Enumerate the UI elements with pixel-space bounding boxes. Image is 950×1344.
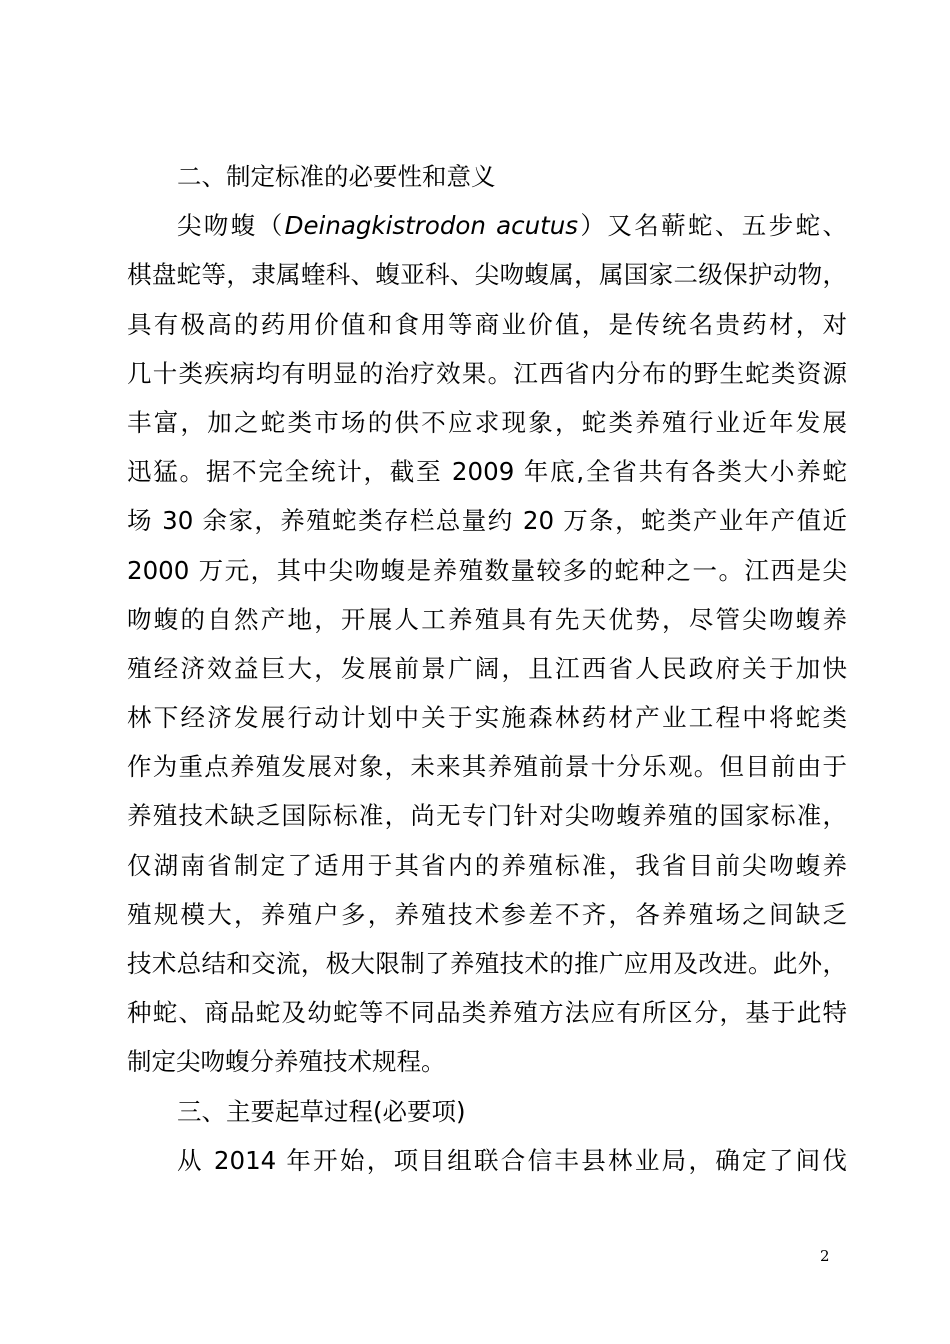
paragraph-line: 殖规模大，养殖户多，养殖技术参差不齐，各养殖场之间缺乏 bbox=[127, 899, 847, 929]
section-heading-drafting: 三、主要起草过程(必要项) bbox=[177, 1096, 466, 1126]
paragraph-line: 种蛇、商品蛇及幼蛇等不同品类养殖方法应有所区分，基于此特 bbox=[127, 998, 847, 1028]
paragraph-line: 仅湖南省制定了适用于其省内的养殖标准，我省目前尖吻蝮养 bbox=[127, 850, 847, 880]
paragraph-line: 场 30 余家，养殖蛇类存栏总量约 20 万条，蛇类产业年产值近 bbox=[127, 506, 847, 536]
paragraph-line: 棋盘蛇等，隶属蝰科、蝮亚科、尖吻蝮属，属国家二级保护动物， bbox=[127, 260, 847, 290]
paragraph-line: 作为重点养殖发展对象，未来其养殖前景十分乐观。但目前由于 bbox=[127, 752, 847, 782]
paragraph-line: 几十类疾病均有明显的治疗效果。江西省内分布的野生蛇类资源 bbox=[127, 358, 847, 388]
species-name: Deinagkistrodon acutus bbox=[284, 211, 579, 241]
text-run: 尖吻蝮（ bbox=[177, 211, 285, 241]
paragraph-line: 林下经济发展行动计划中关于实施森林药材产业工程中将蛇类 bbox=[127, 703, 847, 733]
paragraph-line: 从 2014 年开始，项目组联合信丰县林业局，确定了间伐 bbox=[177, 1145, 847, 1175]
paragraph-line bbox=[127, 201, 847, 250]
paragraph-line: 吻蝮的自然产地，开展人工养殖具有先天优势，尽管尖吻蝮养 bbox=[127, 604, 847, 634]
document-body bbox=[127, 152, 847, 1185]
paragraph-line: 丰富，加之蛇类市场的供不应求现象，蛇类养殖行业近年发展 bbox=[127, 407, 847, 437]
paragraph-line: 具有极高的药用价值和食用等商业价值，是传统名贵药材，对 bbox=[127, 309, 847, 339]
paragraph-line: 技术总结和交流，极大限制了养殖技术的推广应用及改进。此外， bbox=[127, 949, 847, 978]
section-heading-necessity: 二、制定标准的必要性和意义 bbox=[177, 162, 496, 191]
page-number: 2 bbox=[820, 1247, 830, 1265]
text-run: ）又名蕲蛇、五步蛇、 bbox=[578, 211, 847, 241]
paragraph-line: 养殖技术缺乏国际标准，尚无专门针对尖吻蝮养殖的国家标准， bbox=[127, 801, 847, 831]
paragraph-line: 2000 万元，其中尖吻蝮是养殖数量较多的蛇种之一。江西是尖 bbox=[127, 555, 847, 585]
paragraph-line: 殖经济效益巨大，发展前景广阔，且江西省人民政府关于加快 bbox=[127, 653, 847, 683]
paragraph-line: 制定尖吻蝮分养殖技术规程。 bbox=[127, 1047, 446, 1077]
paragraph-line: 迅猛。据不完全统计，截至 2009 年底,全省共有各类大小养蛇 bbox=[127, 457, 847, 487]
